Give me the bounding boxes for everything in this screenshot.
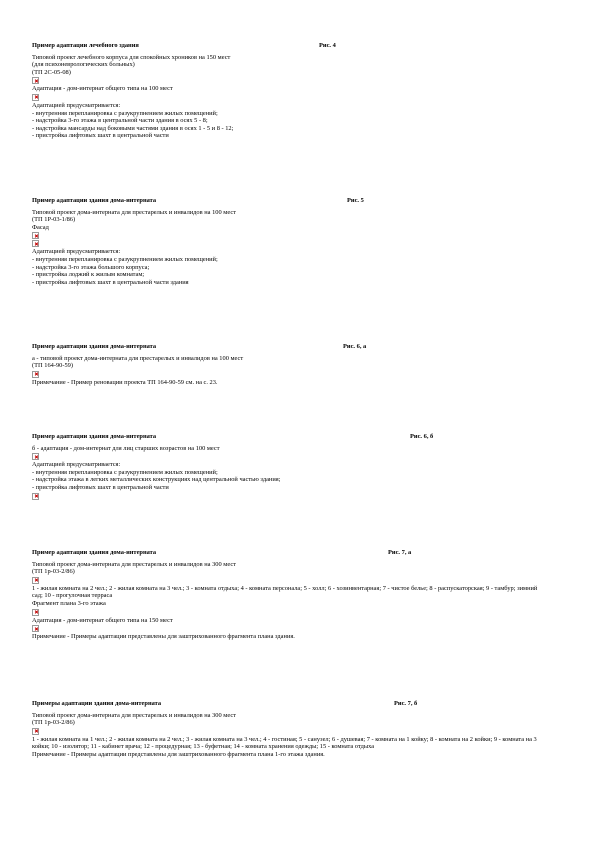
- text-line: Типовой проект дома-интерната для престарелых и инвалидов на 100 мест: [32, 208, 236, 216]
- broken-image-icon: [32, 77, 39, 84]
- figure-number: Рис. 6, а: [343, 343, 367, 350]
- broken-image-icon: [32, 577, 39, 584]
- broken-image-icon: [32, 493, 39, 500]
- section-heading: Пример адаптации здания дома-интерната Рис. 7, а: [32, 549, 412, 556]
- text-line: Адаптация - дом-интернат общего типа на 100 мест: [32, 85, 173, 93]
- text-line: - внутренняя перепланировка с разукрупнением жилых помещений;: [32, 255, 218, 263]
- text-line: - пристройка лоджий к жилым комнатам;: [32, 271, 145, 279]
- text-line: Примечание - Примеры адаптации представлены для заштрихованного фрагмента плана здания.: [32, 633, 295, 641]
- text-line: - надстройка этажа в легких металлических конструкциях над центральной частью здания;: [32, 476, 281, 484]
- section-fig-4: [32, 42, 562, 140]
- text-line: Адаптацией предусматривается:: [32, 248, 121, 256]
- broken-image-icon: [32, 371, 39, 378]
- text-line: (ТП 1р-03-2/86): [32, 719, 75, 727]
- figure-number: Рис. 5: [347, 197, 364, 204]
- text-line: (ТП 164-90-59): [32, 362, 73, 370]
- text-line: - пристройка лифтовых шахт в центральной части здания: [32, 278, 189, 286]
- text-line: (ТП 2С-05-08): [32, 68, 71, 76]
- text-line: Типовой проект лечебного корпуса для спокойных хроников на 150 мест: [32, 53, 231, 61]
- figure-number: Рис. 6, б: [410, 433, 434, 440]
- text-line: Адаптация - дом-интернат общего типа на 150 мест: [32, 616, 173, 624]
- section-heading: Пример адаптации здания дома-интерната Рис. 5: [32, 197, 364, 204]
- text-line: - надстройка 3-го этажа большого корпуса;: [32, 263, 150, 271]
- text-line: а - типовой проект дома-интерната для престарелых и инвалидов на 100 мест: [32, 354, 244, 362]
- text-line: - надстройка мансарды над боковыми частями здания в осях 1 - 5 и 8 - 12;: [32, 124, 234, 132]
- text-line: - внутренняя перепланировка с разукрупнением жилых помещений;: [32, 109, 218, 117]
- text-line: (для психоневрологических больных): [32, 61, 135, 69]
- section-fig-5: [32, 197, 562, 286]
- text-line: б - адаптация - дом-интернат для лиц старших возрастов на 100 мест: [32, 444, 220, 452]
- text-line: - надстройка 3-го этажа в центральной части здания в осях 5 - 8;: [32, 117, 208, 125]
- section-heading: Пример адаптации лечебного здания Рис. 4: [32, 42, 336, 49]
- broken-image-icon: [32, 609, 39, 616]
- text-line: Примечание - Пример реновации проекта ТП 164-90-59 см. на с. 23.: [32, 378, 218, 386]
- text-line: Типовой проект дома-интерната для престарелых и инвалидов на 300 мест: [32, 560, 236, 568]
- text-line: (ТП 1р-03-2/86): [32, 568, 75, 576]
- text-line: Фрагмент плана 3-го этажа: [32, 599, 106, 607]
- section-heading: Пример адаптации здания дома-интерната Рис. 6, а: [32, 343, 367, 350]
- text-line: (ТП 1Р-03-1/86): [32, 216, 76, 224]
- text-line: Адаптацией предусматривается:: [32, 461, 121, 469]
- text-line: - пристройка лифтовых шахт в центральной части: [32, 483, 169, 491]
- text-line: Примечание - Примеры адаптации представлены для заштрихованного фрагмента плана 1-го этажа здания.: [32, 750, 325, 758]
- text-line: - внутренняя перепланировка с разукрупнением жилых помещений;: [32, 468, 218, 476]
- section-heading: Пример адаптации здания дома-интерната Рис. 6, б: [32, 433, 434, 440]
- broken-image-icon: [32, 625, 39, 632]
- figure-number: Рис. 4: [319, 42, 336, 49]
- text-line: - пристройка лифтовых шахт в центральной части: [32, 132, 169, 140]
- legend-paragraph: 1 - жилая комната на 2 чел.; 2 - жилая комната на 3 чел.; 3 - комната отдыха; 4 - комната персонала; 5 - холл; 6 - хозинвентарная; 7 - чистое белье; 8 - распускаторская; 9 - тамбур; зимний сад; 10 - прогулочная терраса: [32, 584, 538, 600]
- broken-image-icon: [32, 728, 39, 735]
- broken-image-icon: [32, 240, 39, 247]
- text-line: Адаптацией предусматривается:: [32, 101, 121, 109]
- broken-image-icon: [32, 94, 39, 101]
- section-fig-6b: [32, 433, 562, 501]
- section-heading: Примеры адаптации здания дома-интерната Рис. 7, б: [32, 700, 418, 707]
- section-fig-7a: [32, 549, 562, 641]
- text-line: Типовой проект дома-интерната для престарелых и инвалидов на 300 мест: [32, 711, 236, 719]
- section-fig-6a: [32, 343, 562, 386]
- legend-paragraph: 1 - жилая комната на 1 чел.; 2 - жилая комната на 2 чел.; 3 - жилая комната на 3 чел.; 4 - гостиная; 5 - санузел; 6 - душевая; 7 - комната на 1 койку; 8 - комната на 2 койки; 9 - комната на 3 койки; 10 - изолятор; 11 - кабинет врача; 12 - процедурная; 13 - буфетная; 14 - комната хранения одежды; 15 - комната отдыха: [32, 735, 537, 751]
- figure-number: Рис. 7, б: [394, 700, 418, 707]
- figure-number: Рис. 7, а: [388, 549, 412, 556]
- text-line: Фасад: [32, 223, 49, 231]
- section-fig-7b: [32, 700, 562, 759]
- broken-image-icon: [32, 453, 39, 460]
- broken-image-icon: [32, 232, 39, 239]
